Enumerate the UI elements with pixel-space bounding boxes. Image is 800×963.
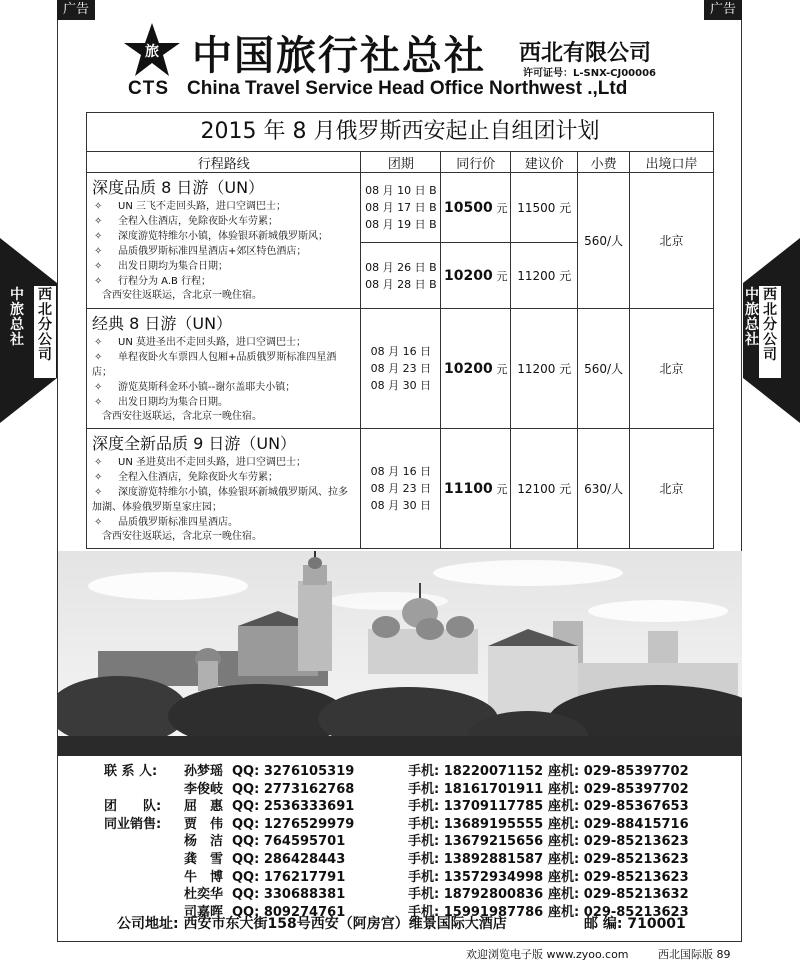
contact-row: 李俊岐 QQ: 2773162768 手机: 18161701911 座机: 029-85397702: [184, 781, 689, 797]
list-item: ✧ 游览莫斯科金环小镇--谢尔盖耶夫小镇；: [94, 382, 296, 393]
tour1-peer-price-a: 10500 元: [441, 173, 511, 243]
table-row: [87, 309, 714, 429]
tour3-port: 北京: [630, 429, 714, 549]
tour2-name: 经典 8 日游（UN）: [92, 314, 233, 333]
ad-label-right: 广告: [704, 0, 742, 20]
tour-plan-table: [86, 151, 714, 549]
list-item: ✧ 行程分为 A.B 行程；: [94, 276, 212, 287]
tour1-dates-b: 08 月 26 日 B 08 月 28 日 B: [361, 243, 441, 309]
tour2-features: [92, 335, 355, 410]
tour2-peer-price: 10200 元: [441, 309, 511, 429]
contact-row: 同业销售: 贾 伟 QQ: 1276529979 手机: 13689195555 座机: 029-88415716: [104, 816, 689, 832]
page-title: 2015 年 8 月俄罗斯西安起止自组团计划: [86, 112, 714, 152]
tour1-note: 含西安往返联运，含北京一晚住宿。: [102, 290, 262, 301]
header-port: 出境口岸: [630, 152, 714, 173]
header-tip: 小费: [578, 152, 630, 173]
header-peer-price: 同行价: [441, 152, 511, 173]
side-tab-right: [743, 238, 800, 423]
company-address: 公司地址: 西安市东大街158号西安（阿房宫）维景国际大酒店: [117, 916, 507, 932]
tour1-suggested-price-a: 11500 元: [511, 173, 578, 243]
tour3-peer-price: 11100 元: [441, 429, 511, 549]
list-item: ✧ 深度游览特维尔小镇，体验银环新城俄罗斯风；: [94, 231, 328, 242]
tour1-route: [87, 173, 361, 309]
postcode: 邮 编: 710001: [584, 916, 686, 932]
list-item: ✧ 单程夜卧火车票四人包厢+品质俄罗斯标准四星酒店；: [92, 352, 337, 378]
list-item: ✧ UN 圣进莫出不走回头路，进口空调巴士；: [94, 457, 306, 468]
header-route: 行程路线: [87, 152, 361, 173]
tour3-name: 深度全新品质 9 日游（UN）: [92, 434, 297, 453]
contact-list: [104, 763, 724, 921]
contact-row: 团 队: 屈 惠 QQ: 2536333691 手机: 13709117785 座机: 029-85367653: [104, 799, 689, 815]
footer-website: 欢迎浏览电子版 www.zyoo.com: [466, 948, 629, 961]
side-tab-left-text-2: 西 北 分 公 司: [38, 287, 52, 363]
tour2-route: [87, 309, 361, 429]
side-tab-right-text-1: 中 旅 总 社: [745, 287, 759, 348]
tour1-tip: 560/人: [578, 173, 630, 309]
list-item: ✧ UN 三飞不走回头路，进口空调巴士；: [94, 201, 286, 212]
list-item: ✧ 品质俄罗斯标准四星酒店。: [94, 517, 238, 528]
company-chinese-name: 中国旅行社总社: [192, 32, 486, 79]
list-item: ✧ 出发日期均为集合日期。: [94, 397, 228, 408]
tour2-note: 含西安往返联运，含北京一晚住宿。: [102, 411, 262, 422]
contact-row: 司嘉晖 QQ: 809274761 手机: 15991987786 座机: 029-85213623: [184, 904, 689, 920]
tour2-tip: 560/人: [578, 309, 630, 429]
side-tab-left: [0, 238, 57, 423]
table-row: [87, 429, 714, 549]
ad-label-left: 广告: [57, 0, 95, 20]
table-header-row: [87, 152, 714, 173]
tour3-note: 含西安往返联运，含北京一晚住宿。: [102, 531, 262, 542]
contact-row: 联 系 人: 孙梦瑶 QQ: 3276105319 手机: 18220071152 座机: 029-85397702: [104, 764, 689, 779]
company-english-name: China Travel Service Head Office Northwest .,Ltd: [187, 78, 628, 99]
tour1-name: 深度品质 8 日游（UN）: [92, 178, 265, 197]
contact-row: 杨 洁 QQ: 764595701 手机: 13679215656 座机: 029-85213623: [184, 834, 689, 850]
logo-char: 旅: [145, 44, 159, 60]
tour1-dates-a: 08 月 10 日 B 08 月 17 日 B 08 月 19 日 B: [361, 173, 441, 243]
tour3-suggested-price: 12100 元: [511, 429, 578, 549]
contact-row: 杜奕华 QQ: 330688381 手机: 18792800836 座机: 029-85213632: [184, 887, 689, 903]
tour2-port: 北京: [630, 309, 714, 429]
list-item: ✧ UN 莫进圣出不走回头路，进口空调巴士；: [94, 337, 306, 348]
list-item: ✧ 全程入住酒店，免除夜卧火车劳累；: [94, 472, 278, 483]
cts-star-logo-icon: [122, 22, 182, 78]
tour3-features: [92, 455, 355, 530]
tour2-dates: 08 月 16 日 08 月 23 日 08 月 30 日: [361, 309, 441, 429]
license-number: 许可证号：L-SNX-CJ00006: [523, 68, 656, 79]
table-row: [87, 173, 714, 243]
list-item: ✧ 品质俄罗斯标准四星酒店+郊区特色酒店；: [94, 246, 307, 257]
tour3-dates: 08 月 16 日 08 月 23 日 08 月 30 日: [361, 429, 441, 549]
header-suggested-price: 建议价: [511, 152, 578, 173]
side-tab-right-text-2: 西 北 分 公 司: [763, 287, 777, 363]
side-tab-left-text-1: 中 旅 总 社: [10, 287, 24, 348]
tour1-suggested-price-b: 11200 元: [511, 243, 578, 309]
cts-mark: CTS: [128, 78, 169, 99]
list-item: ✧ 出发日期均为集合日期；: [94, 261, 228, 272]
contact-row: 牛 博 QQ: 176217791 手机: 13572934998 座机: 029-85213623: [184, 869, 689, 885]
tour3-tip: 630/人: [578, 429, 630, 549]
tour2-suggested-price: 11200 元: [511, 309, 578, 429]
contact-row: 龚 雪 QQ: 286428443 手机: 13892881587 座机: 029-85213623: [184, 851, 689, 867]
branch-name: 西北有限公司: [519, 40, 652, 66]
tour1-port: 北京: [630, 173, 714, 309]
monastery-photo: [58, 551, 742, 756]
tour1-peer-price-b: 10200 元: [441, 243, 511, 309]
footer-page-number: 西北国际版 89: [658, 948, 731, 961]
list-item: ✧ 深度游览特维尔小镇，体验银环新城俄罗斯风、拉多加湖、体验俄罗斯皇家庄园；: [92, 487, 348, 513]
header-dates: 团期: [361, 152, 441, 173]
tour1-features: [92, 199, 355, 289]
list-item: ✧ 全程入住酒店，免除夜卧火车劳累；: [94, 216, 278, 227]
tour3-route: [87, 429, 361, 549]
